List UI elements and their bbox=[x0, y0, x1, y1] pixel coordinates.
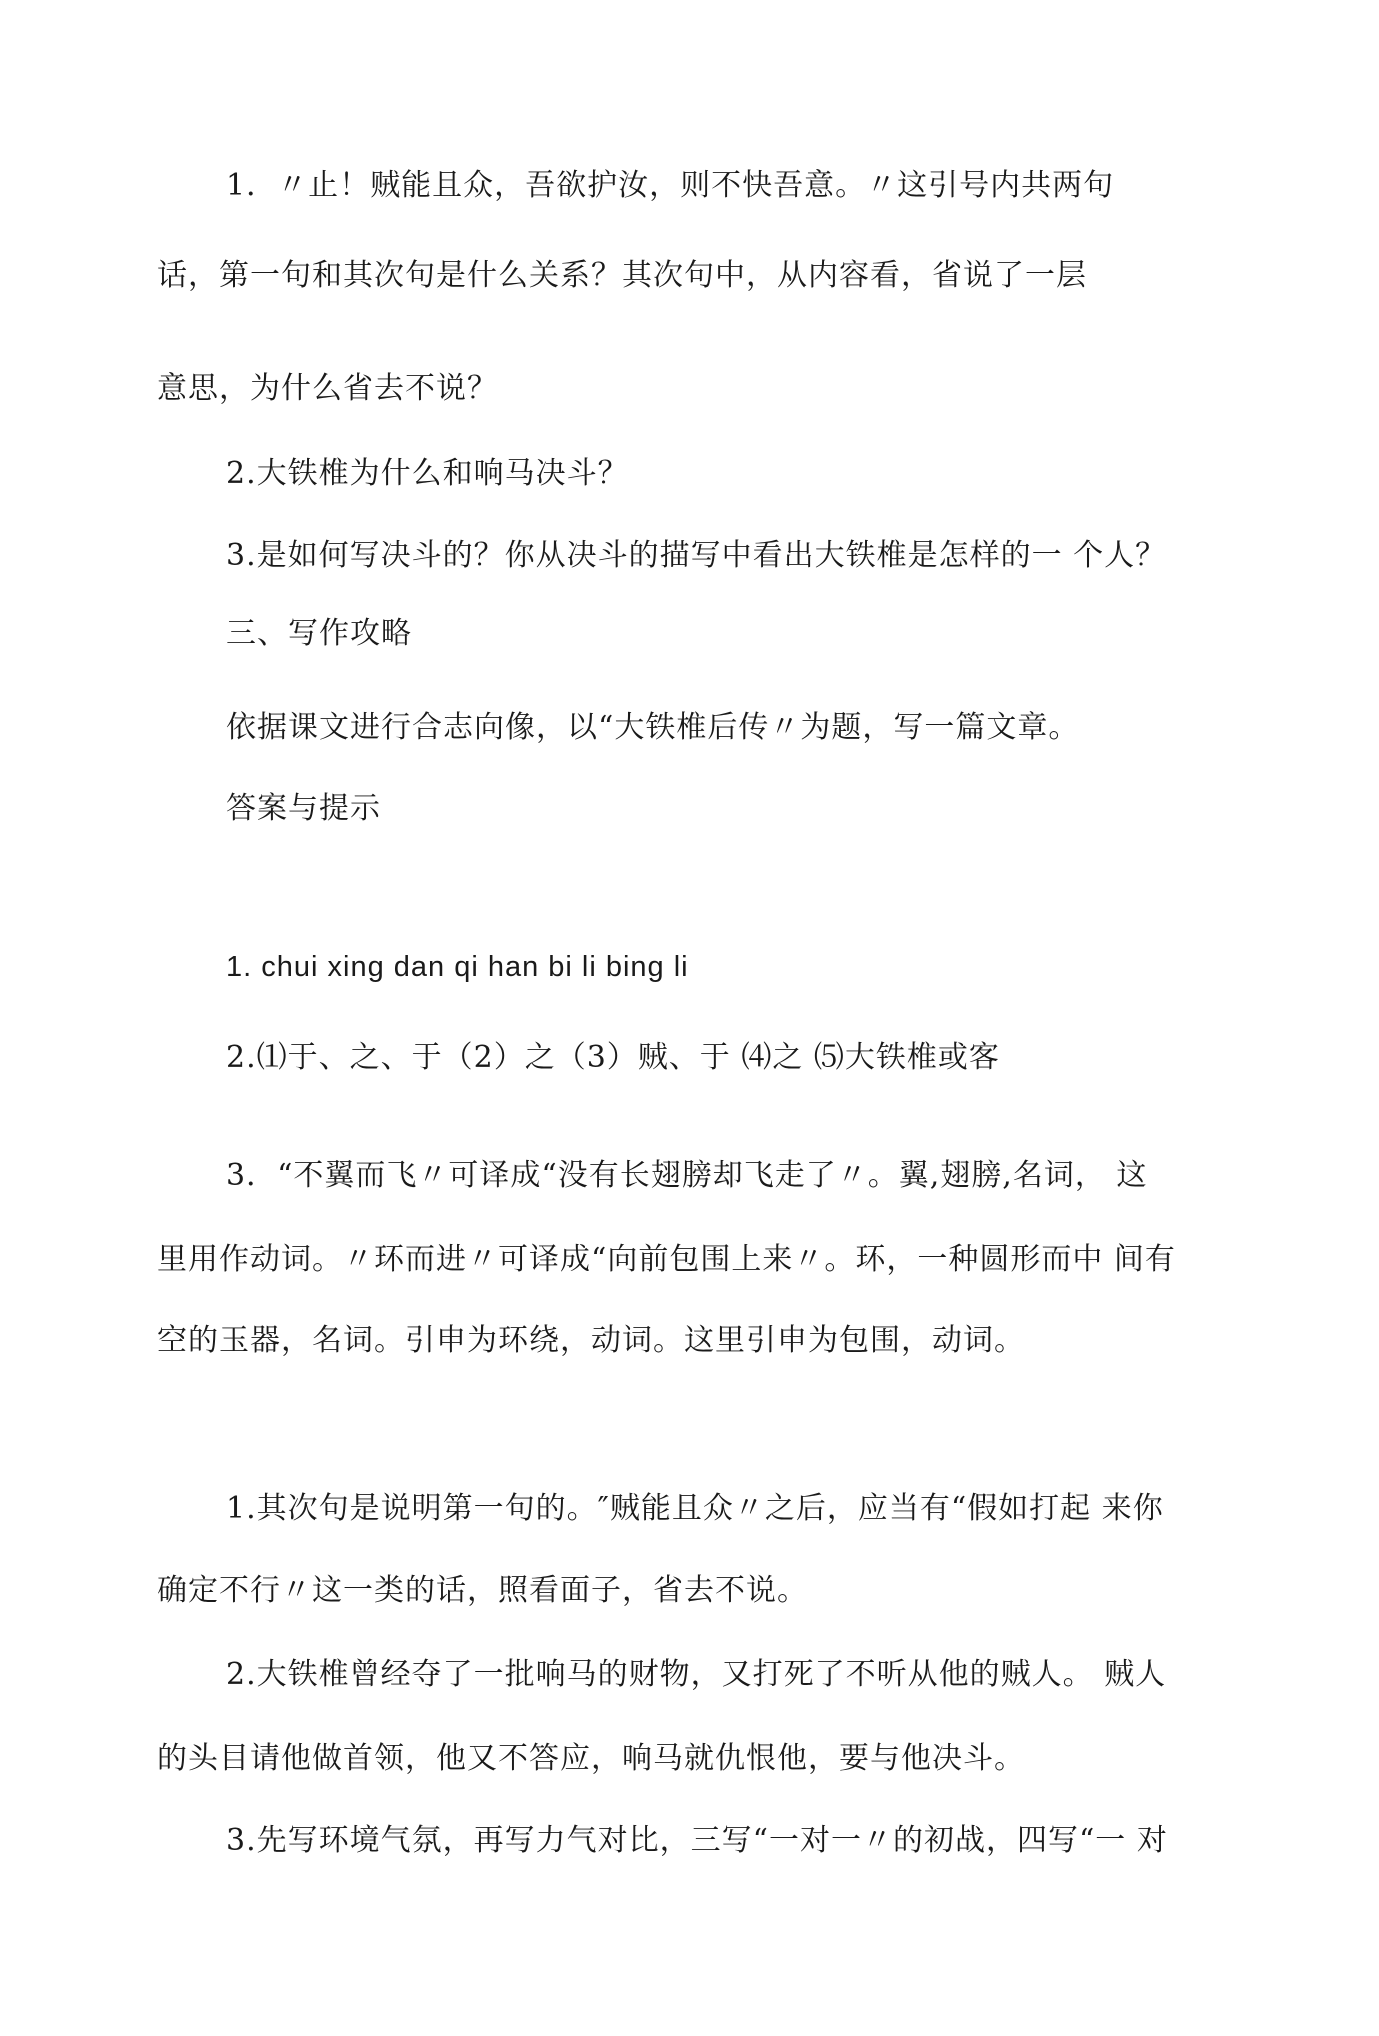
question-3: 3.是如何写决斗的？你从决斗的描写中看出大铁椎是怎样的一 个人？ bbox=[226, 538, 1167, 573]
answer-b3-line-1: 3.先写环境气氛，再写力气对比，三写“一对一〃的初战，四写“一 对 bbox=[226, 1823, 1168, 1858]
answer-3-line-3: 空的玉器，名词。引申为环绕，动词。这里引申为包围，动词。 bbox=[157, 1323, 1025, 1358]
writing-task: 依据课文进行合志向像，以“大铁椎后传〃为题，写一篇文章。 bbox=[226, 710, 1080, 745]
answer-b2-line-1: 2.大铁椎曾经夺了一批响马的财物，又打死了不听从他的贼人。 贼人 bbox=[226, 1657, 1167, 1692]
question-1-line-3: 意思，为什么省去不说？ bbox=[157, 371, 498, 406]
answer-2: 2.⑴于、之、于（2）之（3）贼、于 ⑷之 ⑸大铁椎或客 bbox=[226, 1040, 1000, 1075]
answer-1: 1. chui xing dan qi han bi li bing li bbox=[226, 951, 689, 983]
answer-3-line-2: 里用作动词。〃环而进〃可译成“向前包围上来〃。环，一种圆形而中 间有 bbox=[157, 1242, 1176, 1277]
answers-heading: 答案与提示 bbox=[226, 791, 381, 826]
question-1-line-1: 1．〃止！贼能且众，吾欲护汝，则不快吾意。〃这引号内共两句 bbox=[226, 168, 1115, 203]
answer-b1-line-1: 1.其次句是说明第一句的。″贼能且众〃之后，应当有“假如打起 来你 bbox=[226, 1491, 1164, 1526]
answer-b2-line-2: 的头目请他做首领，他又不答应，响马就仇恨他，要与他决斗。 bbox=[157, 1741, 1025, 1776]
answer-b1-line-2: 确定不行〃这一类的话，照看面子，省去不说。 bbox=[157, 1573, 808, 1608]
question-2: 2.大铁椎为什么和响马决斗？ bbox=[226, 456, 629, 491]
answer-3-line-1: 3．“不翼而飞〃可译成“没有长翅膀却飞走了〃。翼,翅膀,名词， 这 bbox=[226, 1158, 1148, 1193]
writing-heading: 三、写作攻略 bbox=[226, 616, 412, 651]
question-1-line-2: 话，第一句和其次句是什么关系？其次句中，从内容看，省说了一层 bbox=[157, 258, 1087, 293]
